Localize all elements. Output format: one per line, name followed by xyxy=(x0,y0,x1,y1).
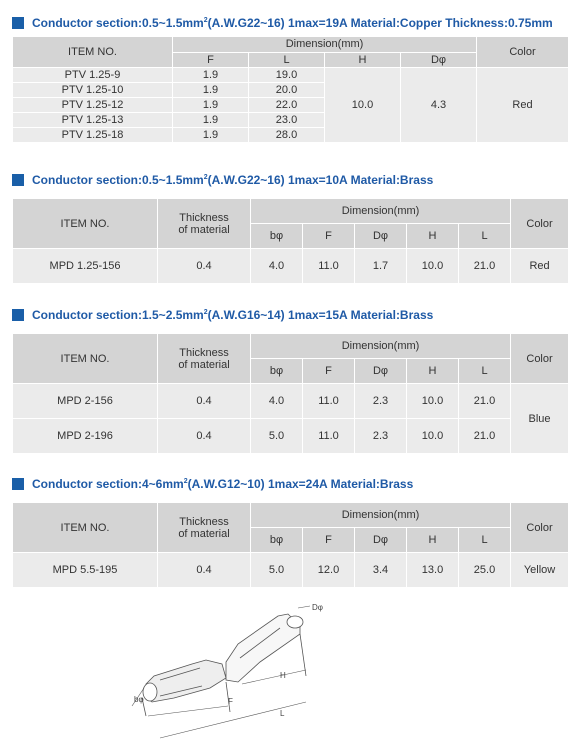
header-thickness: Thickness of material xyxy=(158,334,251,384)
cell-f: 1.9 xyxy=(173,98,249,113)
header-b: bφ xyxy=(251,528,303,553)
spec-table xyxy=(12,36,569,143)
section-header xyxy=(12,306,568,324)
section-mpd-5-5 xyxy=(12,475,568,588)
square-bullet-icon xyxy=(12,17,24,29)
spec-table xyxy=(12,502,569,588)
section-title: Conductor $section:0.5\sim 1.5mm^2(A.W.G22\sim 16)$ 1max=19A Material:Copper Thickness:0.75mm xyxy=(32,16,553,30)
cell-l: 23.0 xyxy=(249,113,325,128)
header-b: bφ xyxy=(251,224,303,249)
section-ptv xyxy=(12,14,568,143)
square-bullet-icon xyxy=(12,478,24,490)
section-title: Conductor $section:1.5\sim 2.5mm^2(A.W.G16\sim 14)$ 1max=15A Material:Brass xyxy=(32,308,434,322)
spec-table xyxy=(12,333,569,454)
header-dimension: Dimension(mm) xyxy=(173,37,477,53)
cell-thickness: 0.4 xyxy=(158,553,251,588)
header-dimension: Dimension(mm) xyxy=(251,199,511,224)
label-h: H xyxy=(280,671,286,680)
cell-d: 2.3 xyxy=(355,419,407,454)
header-d: Dφ xyxy=(401,52,477,68)
terminal-diagram xyxy=(130,598,370,746)
section-header xyxy=(12,171,568,189)
cell-item: PTV 1.25-12 xyxy=(13,98,173,113)
cell-b: 4.0 xyxy=(251,384,303,419)
section-title: Conductor $section:0.5\sim 1.5mm^2(A.W.G22\sim 16)$ 1max=10A Material:Brass xyxy=(32,173,434,187)
cell-h: 10.0 xyxy=(407,384,459,419)
header-color: Color xyxy=(511,199,569,249)
square-bullet-icon xyxy=(12,174,24,186)
cell-thickness: 0.4 xyxy=(158,419,251,454)
cell-l: 20.0 xyxy=(249,83,325,98)
sleeve-opening xyxy=(287,616,303,628)
dim-line-h xyxy=(242,670,306,684)
cell-f: 1.9 xyxy=(173,68,249,83)
header-item-no: ITEM NO. xyxy=(13,199,158,249)
table-row xyxy=(13,249,569,284)
header-h: H xyxy=(325,52,401,68)
header-l: L xyxy=(249,52,325,68)
cell-color: Yellow xyxy=(511,553,569,588)
cell-item: MPD 2-156 xyxy=(13,384,158,419)
cell-b: 5.0 xyxy=(251,419,303,454)
header-d: Dφ xyxy=(355,224,407,249)
header-l: L xyxy=(459,359,511,384)
table-row xyxy=(13,68,569,83)
cell-d: 3.4 xyxy=(355,553,407,588)
header-h: H xyxy=(407,528,459,553)
header-h: H xyxy=(407,359,459,384)
header-h: H xyxy=(407,224,459,249)
section-header xyxy=(12,14,568,32)
label-l: L xyxy=(280,709,285,718)
cell-l: 21.0 xyxy=(459,419,511,454)
cell-d: 2.3 xyxy=(355,384,407,419)
cell-l: 21.0 xyxy=(459,249,511,284)
cell-f: 1.9 xyxy=(173,113,249,128)
header-f: F xyxy=(303,359,355,384)
cell-item: MPD 5.5-195 xyxy=(13,553,158,588)
section-header xyxy=(12,475,568,493)
cell-color: Red xyxy=(477,68,569,143)
cell-f: 11.0 xyxy=(303,419,355,454)
cell-b: 4.0 xyxy=(251,249,303,284)
cell-item: PTV 1.25-9 xyxy=(13,68,173,83)
header-d: Dφ xyxy=(355,528,407,553)
header-l: L xyxy=(459,528,511,553)
dim-line-l xyxy=(160,702,306,738)
cell-l: 25.0 xyxy=(459,553,511,588)
cell-item: MPD 2-196 xyxy=(13,419,158,454)
header-color: Color xyxy=(511,334,569,384)
header-l: L xyxy=(459,224,511,249)
header-color: Color xyxy=(477,37,569,68)
header-item-no: ITEM NO. xyxy=(13,37,173,68)
dim-line-d xyxy=(298,606,310,608)
cell-f: 12.0 xyxy=(303,553,355,588)
header-thickness: Thickness of material xyxy=(158,199,251,249)
header-f: F xyxy=(173,52,249,68)
header-f: F xyxy=(303,528,355,553)
cell-h: 13.0 xyxy=(407,553,459,588)
bullet-tip xyxy=(143,683,157,701)
cell-b: 5.0 xyxy=(251,553,303,588)
dim-line-f xyxy=(148,706,228,716)
cell-d: 1.7 xyxy=(355,249,407,284)
cell-h: 10.0 xyxy=(407,419,459,454)
cell-h: 10.0 xyxy=(407,249,459,284)
square-bullet-icon xyxy=(12,309,24,321)
header-d: Dφ xyxy=(355,359,407,384)
cell-f: 11.0 xyxy=(303,384,355,419)
cell-h: 10.0 xyxy=(325,68,401,143)
table-row xyxy=(13,384,569,419)
table-row xyxy=(13,419,569,454)
cell-item: PTV 1.25-18 xyxy=(13,128,173,143)
cell-thickness: 0.4 xyxy=(158,384,251,419)
cell-d: 4.3 xyxy=(401,68,477,143)
cell-item: PTV 1.25-10 xyxy=(13,83,173,98)
cell-item: PTV 1.25-13 xyxy=(13,113,173,128)
cell-l: 28.0 xyxy=(249,128,325,143)
cell-l: 19.0 xyxy=(249,68,325,83)
cell-f: 11.0 xyxy=(303,249,355,284)
header-f: F xyxy=(303,224,355,249)
label-d: Dφ xyxy=(312,603,323,612)
header-b: bφ xyxy=(251,359,303,384)
cell-item: MPD 1.25-156 xyxy=(13,249,158,284)
cell-color: Blue xyxy=(511,384,569,454)
label-b: bφ xyxy=(134,695,144,704)
cell-l: 22.0 xyxy=(249,98,325,113)
section-mpd-2 xyxy=(12,306,568,454)
section-mpd-1-25 xyxy=(12,171,568,284)
spec-table xyxy=(12,198,569,284)
cell-thickness: 0.4 xyxy=(158,249,251,284)
header-color: Color xyxy=(511,503,569,553)
header-dimension: Dimension(mm) xyxy=(251,334,511,359)
cell-color: Red xyxy=(511,249,569,284)
cell-f: 1.9 xyxy=(173,83,249,98)
label-f: F xyxy=(228,697,233,706)
header-thickness: Thickness of material xyxy=(158,503,251,553)
section-title: Conductor $section:4\sim 6mm^2(A.W.G12\sim 10)$ 1max=24A Material:Brass xyxy=(32,477,414,491)
cell-f: 1.9 xyxy=(173,128,249,143)
header-item-no: ITEM NO. xyxy=(13,334,158,384)
header-dimension: Dimension(mm) xyxy=(251,503,511,528)
cell-l: 21.0 xyxy=(459,384,511,419)
header-item-no: ITEM NO. xyxy=(13,503,158,553)
table-row xyxy=(13,553,569,588)
